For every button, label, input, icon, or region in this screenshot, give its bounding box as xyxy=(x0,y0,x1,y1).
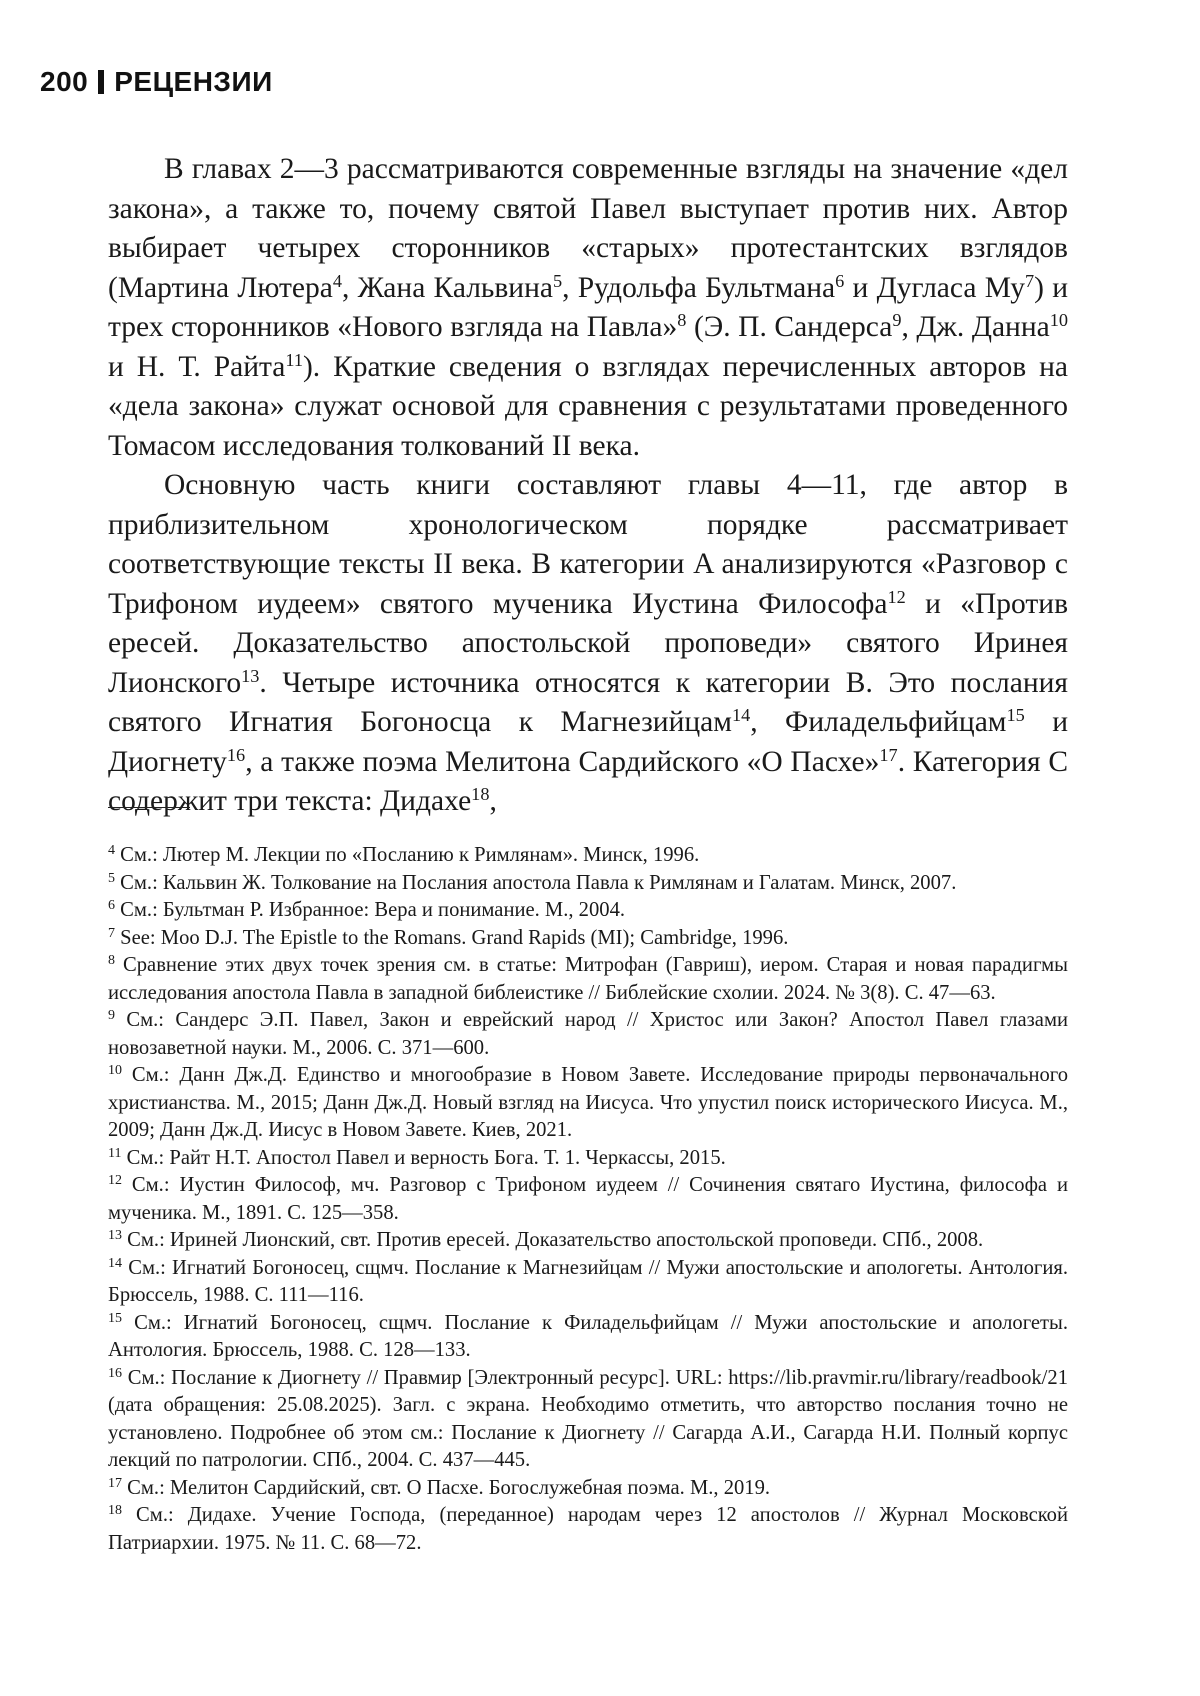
footnote-reference: 4 xyxy=(332,270,342,291)
footnote-text: См.: Послание к Диогнету // Правмир [Электронный ресурс]. URL: https://lib.pravmir.ru/library/readbook/21 (дата обращения: 25.08.2025). Загл. с экрана. Необходимо отметить, что авторство послания точно не установлено. Подробнее об этом см.: Послание к Диогнету // Сагарда А.И., Сагарда Н.И. Полный корпус лекций по патрологии. СПб., 2004. С. 437—445. xyxy=(108,1366,1068,1471)
footnote-9 xyxy=(108,1007,1068,1062)
footnote-reference: 6 xyxy=(835,270,845,291)
footnote-number: 8 xyxy=(108,953,115,968)
footnote-number: 18 xyxy=(108,1503,122,1518)
body-text-segment: , Жана Кальвина xyxy=(341,271,553,304)
main-text xyxy=(108,150,1068,822)
footnote-text: См.: Игнатий Богоносец, сщмч. Послание к Филадельфийцам // Мужи апостольские и апологеты. Антология. Брюссель, 1988. С. 128—133. xyxy=(108,1311,1068,1361)
footnote-text: См.: Кальвин Ж. Толкование на Послания апостола Павла к Римлянам и Галатам. Минск, 2007. xyxy=(115,871,957,894)
footnote-reference: 7 xyxy=(1024,270,1035,291)
body-text-segment: , Рудольфа Бультмана xyxy=(562,271,836,304)
body-text-segment: и Диогнету xyxy=(108,706,1068,778)
footnote-text: Сравнение этих двух точек зрения см. в статье: Митрофан (Гавриш), иером. Старая и новая парадигмы исследования апостола Павла в западной библеистике // Библейские схолии. 2024. № 3(8). С. 47—63. xyxy=(108,954,1068,1004)
footnote-text: См.: Мелитон Сардийский, свт. О Пасхе. Богослужебная поэма. М., 2019. xyxy=(122,1476,771,1499)
body-text-segment: ) и трех сторонников «Нового взгляда на Павла» xyxy=(108,271,1068,343)
running-head xyxy=(40,66,273,98)
header-divider-bar xyxy=(98,70,104,94)
footnote-text: See: Moo D.J. The Epistle to the Romans. Grand Rapids (MI); Cambridge, 1996. xyxy=(115,926,789,949)
body-text-segment: и Дугласа Му xyxy=(844,271,1025,304)
footnote-11 xyxy=(108,1145,1068,1173)
footnote-12 xyxy=(108,1172,1068,1227)
footnote-14 xyxy=(108,1255,1068,1310)
footnote-reference: 16 xyxy=(226,744,246,765)
body-paragraph xyxy=(108,466,1068,822)
footnote-18 xyxy=(108,1502,1068,1557)
footnote-reference: 8 xyxy=(677,309,687,330)
footnote-text: См.: Ириней Лионский, свт. Против ересей. Доказательство апостольской проповеди. СПб., 2008. xyxy=(122,1229,984,1251)
footnote-number: 4 xyxy=(108,843,115,858)
footnote-number: 9 xyxy=(108,1008,115,1023)
body-text-segment: ). Краткие сведения о взглядах перечисленных авторов на «дела закона» служат основой для сравнения с результатами проведенного Томасом исследования толкований II века. xyxy=(108,350,1068,462)
footnote-reference: 14 xyxy=(731,704,751,725)
footnote-number: 17 xyxy=(108,1475,122,1491)
footnote-16 xyxy=(108,1365,1068,1475)
footnote-number: 5 xyxy=(108,870,115,886)
footnote-text: См.: Иустин Философ, мч. Разговор с Трифоном иудеем // Сочинения святаго Иустина, философа и мученика. М., 1891. С. 125—358. xyxy=(108,1174,1068,1224)
body-text-segment: (Э. П. Сандерса xyxy=(686,311,893,343)
footnote-text: См.: Игнатий Богоносец, сщмч. Послание к Магнезийцам // Мужи апостольские и апологеты. Антология. Брюссель, 1988. С. 111—116. xyxy=(108,1256,1068,1306)
footnote-7 xyxy=(108,925,1068,953)
footnote-reference: 11 xyxy=(285,349,303,370)
footnote-number: 10 xyxy=(108,1063,122,1078)
section-title: РЕЦЕНЗИИ xyxy=(114,66,273,97)
footnote-number: 6 xyxy=(108,898,115,913)
footnote-number: 12 xyxy=(108,1173,122,1188)
footnote-text: См.: Лютер М. Лекции по «Посланию к Римлянам». Минск, 1996. xyxy=(115,844,700,866)
footnote-8 xyxy=(108,952,1068,1007)
body-text-segment: и «Против ересей. Доказательство апостольской проповеди» святого Иринея Лионского xyxy=(108,587,1069,699)
footnote-17 xyxy=(108,1475,1068,1503)
footnote-text: См.: Данн Дж.Д. Единство и многообразие в Новом Завете. Исследование природы первоначального христианства. М., 2015; Данн Дж.Д. Новый взгляд на Иисуса. Что упустил поиск исторического Иисуса. М., 2009; Данн Дж.Д. Иисус в Новом Завете. Киев, 2021. xyxy=(108,1064,1068,1141)
body-text-segment: В главах 2—3 рассматриваются современные взгляды на значение «дел закона», а также то, почему святой Павел выступает против них. Автор выбирает четырех сторонников «старых» протестантских взглядов (Мартина Лютера xyxy=(108,153,1068,304)
footnote-reference: 18 xyxy=(471,783,490,804)
footnote-text: См.: Дидахе. Учение Господа, (переданное) народам через 12 апостолов // Журнал Московской Патриархии. 1975. № 11. С. 68—72. xyxy=(108,1504,1068,1554)
footnote-reference: 17 xyxy=(879,744,898,765)
footnote-reference: 10 xyxy=(1049,309,1069,330)
body-text-segment: . Категория C содержит три текста: Дидахе xyxy=(108,745,1068,817)
footnote-number: 16 xyxy=(108,1365,122,1381)
footnote-text: См.: Бультман Р. Избранное: Вера и понимание. М., 2004. xyxy=(115,899,626,921)
footnote-reference: 12 xyxy=(887,586,906,607)
body-text-segment: , Дж. Данна xyxy=(901,311,1050,343)
footnote-6 xyxy=(108,897,1068,925)
footnote-number: 7 xyxy=(108,925,115,941)
footnote-15 xyxy=(108,1310,1068,1365)
footnote-reference: 9 xyxy=(892,309,902,330)
footnote-5 xyxy=(108,870,1068,898)
footnote-reference: 13 xyxy=(241,665,260,686)
body-text-segment: , xyxy=(489,785,497,817)
footnote-number: 14 xyxy=(108,1255,122,1271)
footnote-13 xyxy=(108,1227,1068,1255)
footnotes xyxy=(108,842,1068,1557)
body-text-segment: . Четыре источника относятся к категории B. Это послания святого Игнатия Богоносца к Магнезийцам xyxy=(108,666,1068,738)
footnote-reference: 15 xyxy=(1006,704,1025,725)
body-paragraph xyxy=(108,150,1068,466)
body-text-segment: , а также поэма Мелитона Сардийского «О Пасхе» xyxy=(245,745,880,778)
page-number: 200 xyxy=(40,66,89,97)
footnote-separator xyxy=(108,807,190,808)
footnote-number: 11 xyxy=(108,1145,122,1161)
footnote-number: 13 xyxy=(108,1228,122,1243)
footnote-4 xyxy=(108,842,1068,870)
body-text-segment: Основную часть книги составляют главы 4—11, где автор в приблизительном хронологическом порядке рассматривает соответствующие тексты II века. В категории A анализируются «Разговор с Трифоном иудеем» святого мученика Иустина Философа xyxy=(108,469,1068,620)
footnote-10 xyxy=(108,1062,1068,1145)
body-text-segment: , Филадельфийцам xyxy=(750,706,1007,738)
footnote-reference: 5 xyxy=(552,270,563,291)
footnote-text: См.: Райт Н.Т. Апостол Павел и верность Бога. Т. 1. Черкассы, 2015. xyxy=(121,1146,726,1169)
footnote-number: 15 xyxy=(108,1310,122,1326)
footnote-text: См.: Сандерс Э.П. Павел, Закон и еврейский народ // Христос или Закон? Апостол Павел глазами новозаветной науки. М., 2006. С. 371—600. xyxy=(108,1009,1068,1059)
body-text-segment: и Н. Т. Райта xyxy=(108,350,286,383)
